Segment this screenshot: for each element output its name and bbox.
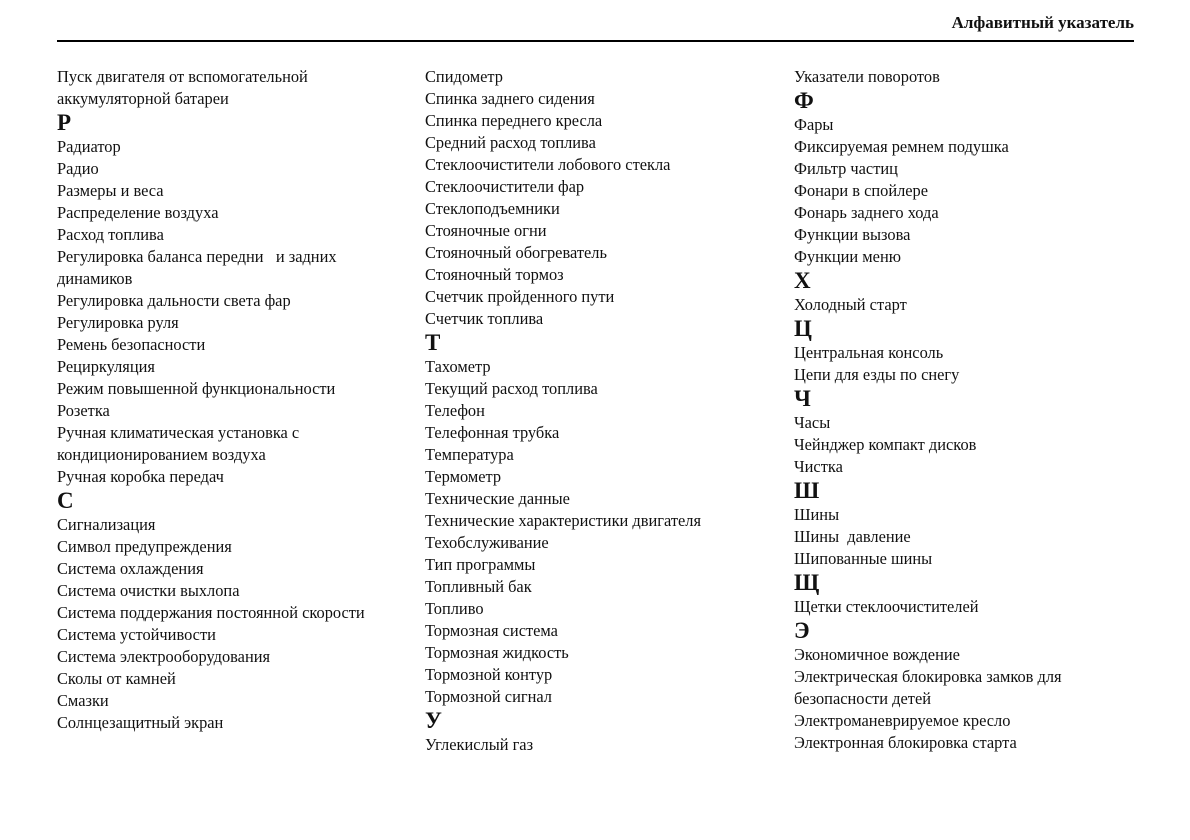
index-entry: Стеклоочистители фар	[425, 177, 585, 196]
index-entry: Ручная климатическая установка с кондиционированием воздуха	[57, 423, 300, 464]
index-entry: Тормозной контур	[425, 665, 553, 684]
index-entry: Регулировка дальности света фар	[57, 291, 291, 310]
index-entry: Часы	[794, 413, 831, 432]
index-entry: Стояночный обогреватель	[425, 243, 607, 262]
index-entry: Система электрооборудования	[57, 647, 271, 666]
index-entry: Распределение воздуха	[57, 203, 219, 222]
index-entry: Регулировка руля	[57, 313, 179, 332]
section-letter: Ш	[794, 478, 820, 503]
index-entry: Телефонная трубка	[425, 423, 560, 442]
index-entry: Фонарь заднего хода	[794, 203, 939, 222]
index-entry: Радио	[57, 159, 99, 178]
index-entry: Фиксируемая ремнем подушка	[794, 137, 1009, 156]
section-letter: Р	[57, 110, 72, 135]
section-letter: Ч	[794, 386, 811, 411]
section-letter: Э	[794, 618, 810, 643]
index-entry: Стеклоочистители лобового стекла	[425, 155, 671, 174]
page-title: Алфавитный указатель	[951, 13, 1134, 32]
index-entry: Счетчик топлива	[425, 309, 544, 328]
index-entry: Фары	[794, 115, 834, 134]
header-divider	[57, 40, 1134, 42]
index-entry: Топливный бак	[425, 577, 532, 596]
section-letter: Ф	[794, 88, 814, 113]
index-entry: Ремень безопасности	[57, 335, 206, 354]
index-entry: Спинка заднего сидения	[425, 89, 595, 108]
index-entry: Чистка	[794, 457, 843, 476]
index-entry: Солнцезащитный экран	[57, 713, 224, 732]
index-entry: Экономичное вождение	[794, 645, 960, 664]
index-entry: Техобслуживание	[425, 533, 549, 552]
index-entry: Стояночный тормоз	[425, 265, 564, 284]
index-entry: Размеры и веса	[57, 181, 164, 200]
index-entry: Электронная блокировка старта	[794, 733, 1017, 752]
index-entry: Тормозная система	[425, 621, 558, 640]
index-entry: Чейнджер компакт дисков	[794, 435, 977, 454]
index-entry: Режим повышенной функциональности	[57, 379, 336, 398]
index-entry: Система охлаждения	[57, 559, 204, 578]
index-entry: Технические характеристики двигателя	[425, 511, 701, 530]
section-letter: Щ	[794, 570, 820, 595]
index-entry: Текущий расход топлива	[425, 379, 598, 398]
index-entry: Рециркуляция	[57, 357, 155, 376]
index-entry: Стояночные огни	[425, 221, 547, 240]
index-entry: Фонари в спойлере	[794, 181, 929, 200]
index-entry: Система очистки выхлопа	[57, 581, 240, 600]
index-entry: Счетчик пройденного пути	[425, 287, 615, 306]
index-entry: Радиатор	[57, 137, 121, 156]
index-entry: Тип программы	[425, 555, 536, 574]
index-entry: Холодный старт	[794, 295, 907, 314]
index-column-3	[794, 66, 1139, 754]
index-entry: Углекислый газ	[425, 735, 534, 754]
index-entry: Шипованные шины	[794, 549, 933, 568]
index-entry: Электрическая блокировка замков для безопасности детей	[794, 667, 1062, 708]
index-entry: Функции вызова	[794, 225, 911, 244]
section-letter: Т	[425, 330, 441, 355]
index-entry: Сигнализация	[57, 515, 156, 534]
section-letter: Х	[794, 268, 811, 293]
index-column-1	[57, 66, 407, 734]
index-entry: Ручная коробка передач	[57, 467, 224, 486]
index-entry: Тахометр	[425, 357, 491, 376]
index-entry: Система поддержания постоянной скорости	[57, 603, 365, 622]
index-entry: Фильтр частиц	[794, 159, 898, 178]
section-letter: С	[57, 488, 74, 513]
index-entry: Расход топлива	[57, 225, 164, 244]
index-entry: Телефон	[425, 401, 485, 420]
index-entry: Температура	[425, 445, 514, 464]
index-entry: Регулировка баланса передни и задних динамиков	[57, 247, 341, 288]
index-entry: Термометр	[425, 467, 502, 486]
index-entry: Указатели поворотов	[794, 67, 940, 86]
index-entry: Шины	[794, 505, 840, 524]
index-entry: Средний расход топлива	[425, 133, 596, 152]
index-entry: Щетки стеклоочистителей	[794, 597, 979, 616]
index-entry: Спинка переднего кресла	[425, 111, 603, 130]
index-entry: Технические данные	[425, 489, 570, 508]
index-entry: Центральная консоль	[794, 343, 944, 362]
index-entry: Функции меню	[794, 247, 901, 266]
index-entry: Шины давление	[794, 527, 911, 546]
index-entry: Стеклоподъемники	[425, 199, 560, 218]
index-entry: Спидометр	[425, 67, 503, 86]
index-entry: Электроманеврируемое кресло	[794, 711, 1011, 730]
index-entry: Смазки	[57, 691, 109, 710]
index-entry: Тормозной сигнал	[425, 687, 552, 706]
index-entry: Розетка	[57, 401, 110, 420]
index-entry: Пуск двигателя от вспомогательной аккумуляторной батареи	[57, 67, 308, 108]
index-entry: Система устойчивости	[57, 625, 216, 644]
index-column-2	[425, 66, 775, 756]
index-entry: Тормозная жидкость	[425, 643, 569, 662]
index-entry: Топливо	[425, 599, 484, 618]
index-entry: Символ предупреждения	[57, 537, 232, 556]
section-letter: У	[425, 708, 442, 733]
section-letter: Ц	[794, 316, 812, 341]
index-entry: Цепи для езды по снегу	[794, 365, 960, 384]
index-entry: Сколы от камней	[57, 669, 176, 688]
